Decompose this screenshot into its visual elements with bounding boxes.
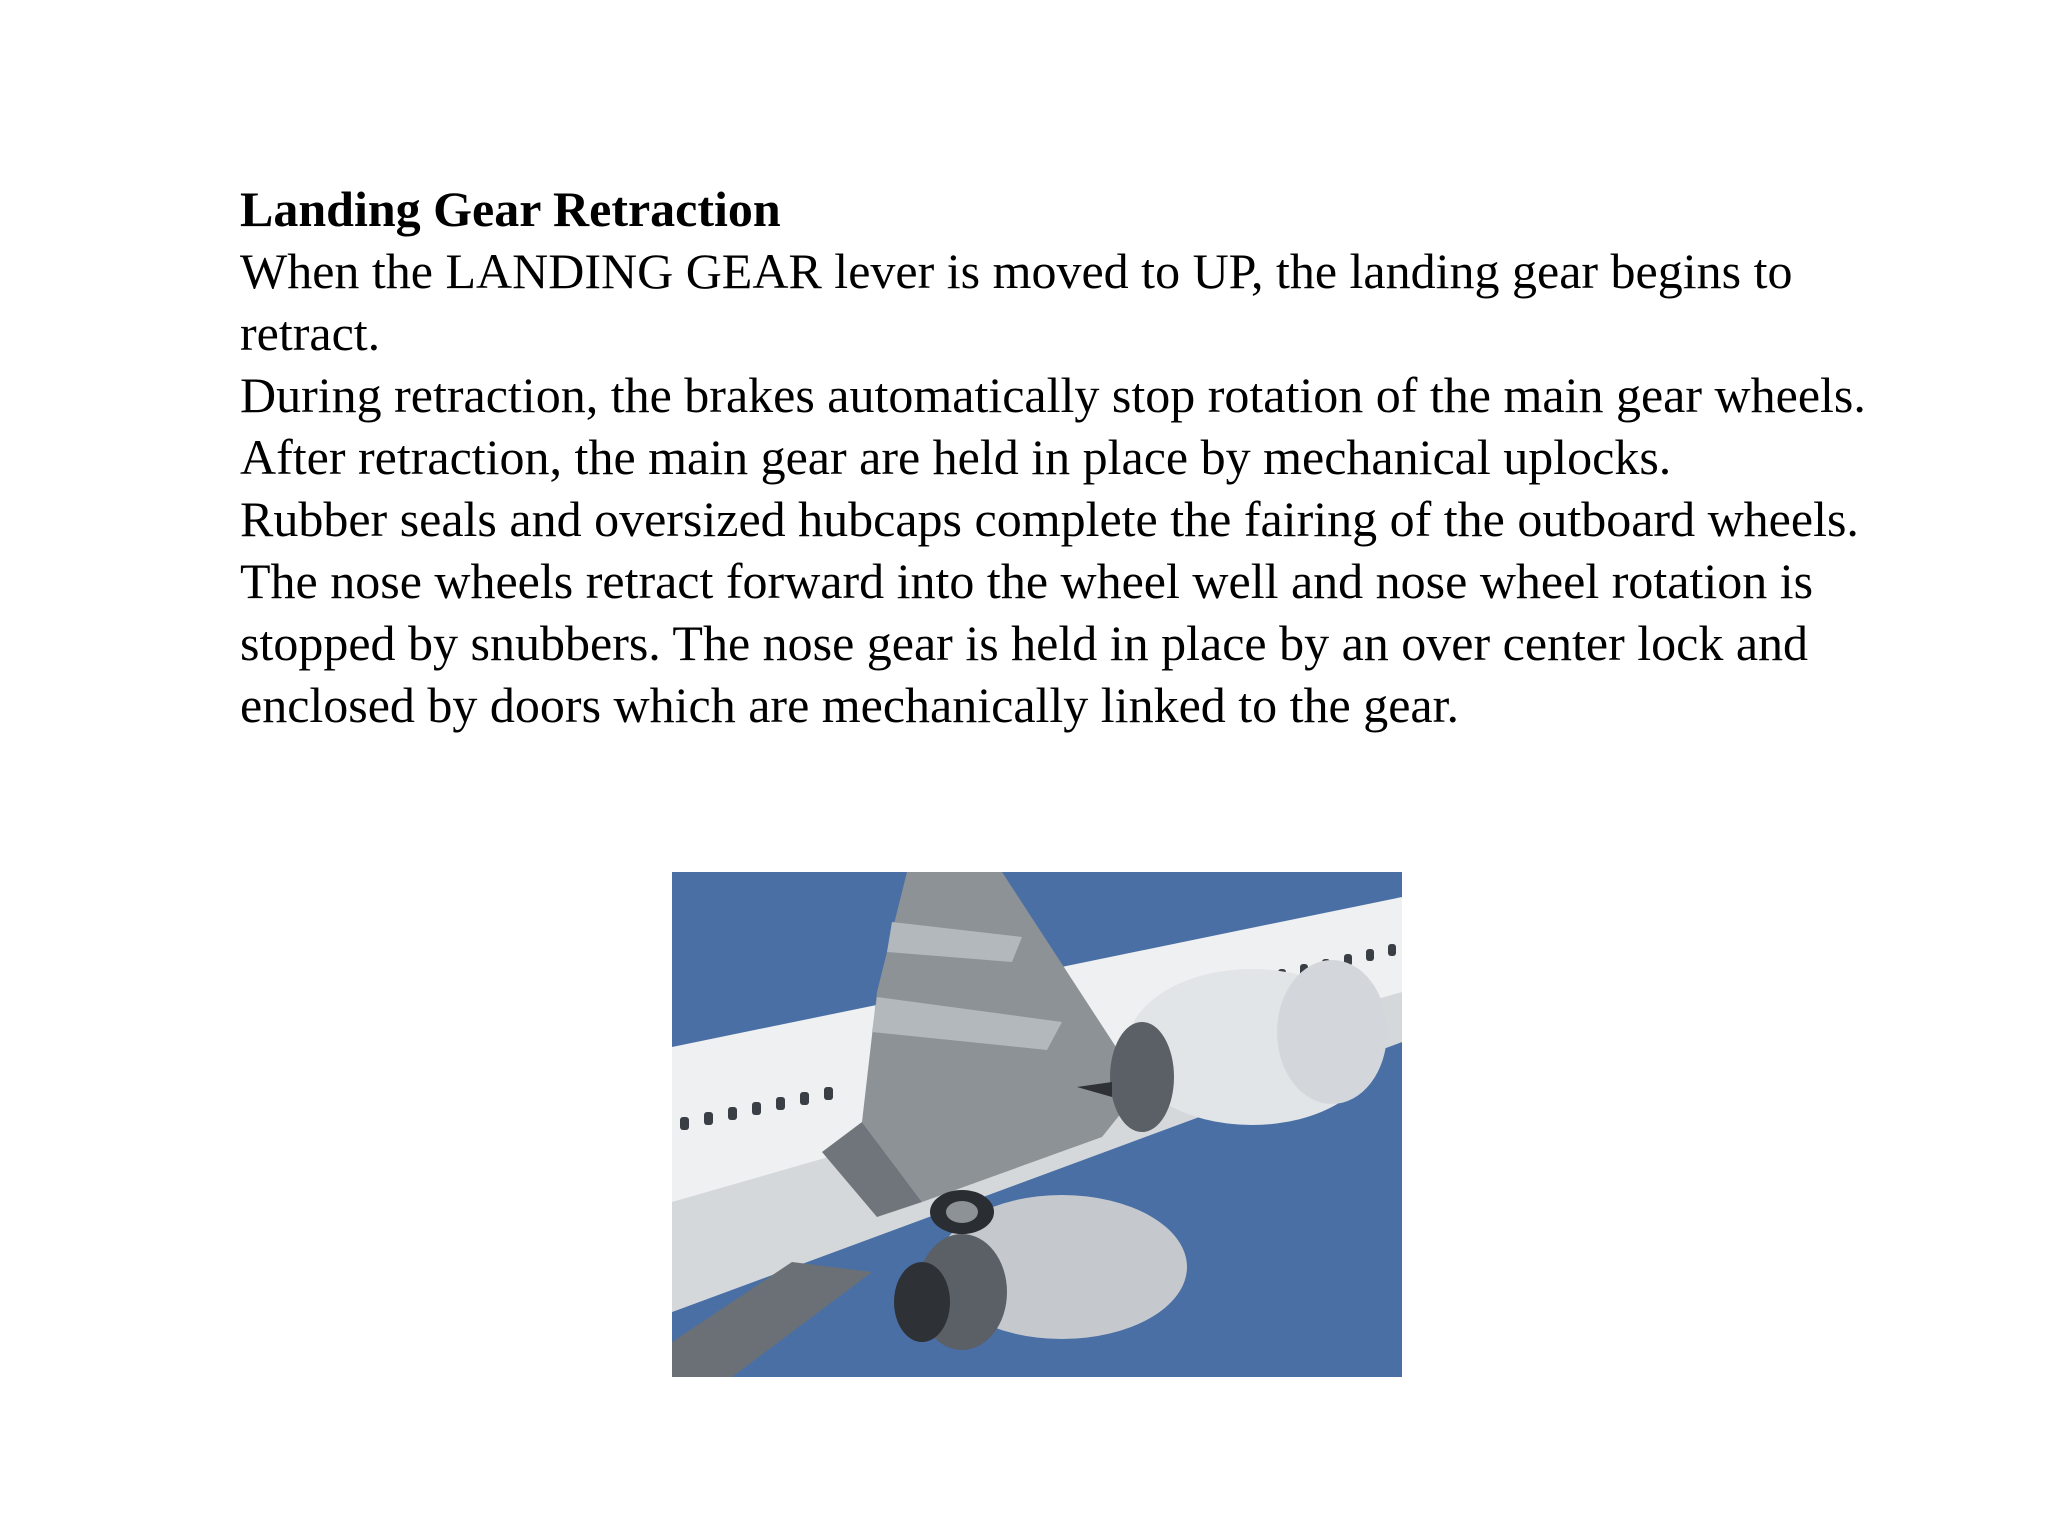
main-gear-bay [930, 1190, 994, 1234]
airplane-illustration [672, 872, 1402, 1377]
paragraph-uplocks: After retraction, the main gear are held in place by mechanical uplocks. [240, 429, 1672, 485]
paragraph-brakes: During retraction, the brakes automatically stop rotation of the main gear wheels. [240, 367, 1866, 423]
text-block [240, 178, 1880, 736]
paragraph-seals-hubcaps: Rubber seals and oversized hubcaps complete the fairing of the outboard wheels. [240, 491, 1859, 547]
slide-heading: Landing Gear Retraction [240, 181, 781, 237]
paragraph-lever-up: When the LANDING GEAR lever is moved to UP, the landing gear begins to retract. [240, 243, 1793, 361]
airplane-photo [672, 872, 1402, 1377]
paragraph-nose-wheels: The nose wheels retract forward into the wheel well and nose wheel rotation is stopped by snubbers. The nose gear is held in place by an over center lock and enclosed by doors which are mechanically linked to the gear. [240, 553, 1814, 733]
